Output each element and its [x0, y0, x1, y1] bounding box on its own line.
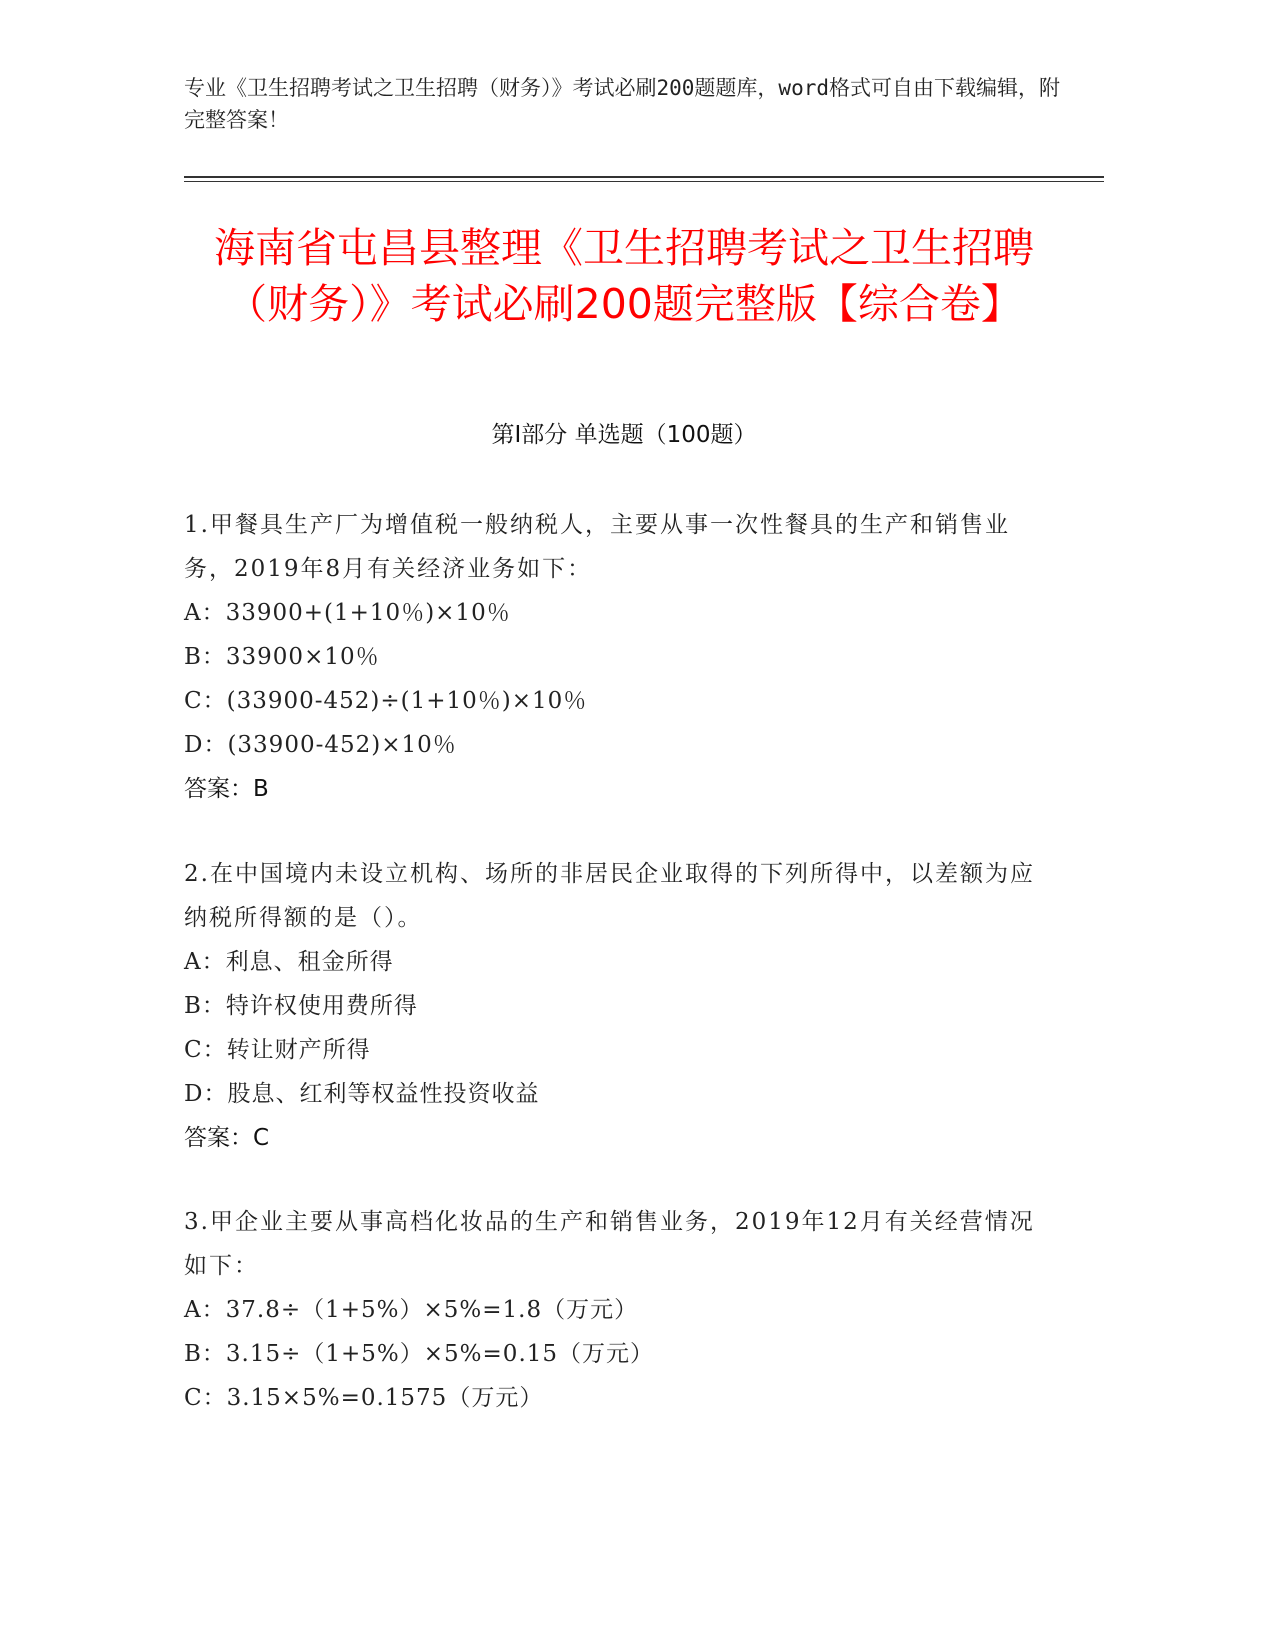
option-b: B：33900×10％	[184, 644, 380, 670]
option-c: C：(33900-452)÷(1+10％)×10％	[184, 688, 588, 714]
header-divider-thick	[184, 176, 1104, 178]
question-1	[184, 503, 1044, 811]
option-c: C：转让财产所得	[184, 1037, 371, 1063]
option-b: B：特许权使用费所得	[184, 993, 418, 1019]
option-a: A：33900+(1+10％)×10％	[184, 600, 511, 626]
option-c: C：3.15×5%=0.1575（万元）	[184, 1385, 544, 1411]
option-d: D：股息、红利等权益性投资收益	[184, 1081, 540, 1107]
header-divider-thin	[184, 181, 1104, 182]
option-b: B：3.15÷（1+5%）×5%=0.15（万元）	[184, 1341, 655, 1367]
header-note: 专业《卫生招聘考试之卫生招聘（财务）》考试必刷200题题库，word格式可自由下载编辑，附完整答案！	[184, 76, 1060, 132]
question-stem: 1.甲餐具生产厂为增值税一般纳税人，主要从事一次性餐具的生产和销售业务，2019年8月有关经济业务如下：	[184, 512, 1010, 582]
question-stem: 2.在中国境内未设立机构、场所的非居民企业取得的下列所得中，以差额为应纳税所得额的是（）。	[184, 861, 1035, 931]
document-title: 海南省屯昌县整理《卫生招聘考试之卫生招聘（财务）》考试必刷200题完整版【综合卷】	[214, 224, 1034, 328]
question-2	[184, 852, 1044, 1160]
option-d: D：(33900-452)×10％	[184, 732, 457, 758]
answer: 答案：B	[184, 776, 269, 802]
question-3	[184, 1200, 1044, 1420]
option-a: A：利息、租金所得	[184, 949, 394, 975]
question-stem: 3.甲企业主要从事高档化妆品的生产和销售业务，2019年12月有关经营情况如下：	[184, 1209, 1035, 1279]
section-heading: 第I部分 单选题（100题）	[491, 422, 757, 448]
option-a: A：37.8÷（1+5%）×5%=1.8（万元）	[184, 1297, 639, 1323]
answer: 答案：C	[184, 1125, 270, 1151]
